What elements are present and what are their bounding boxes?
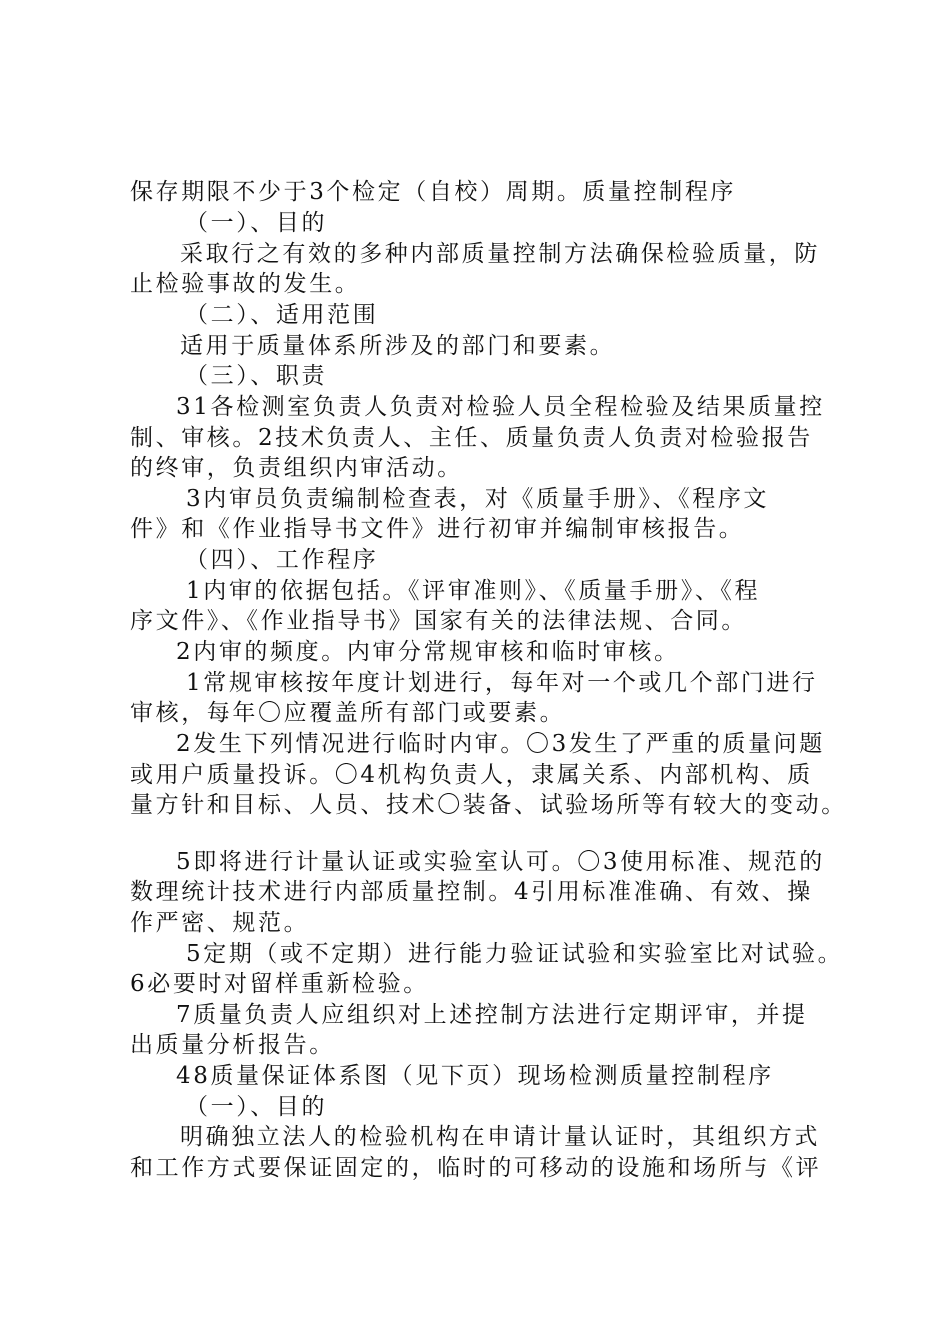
text-line: 明确独立法人的检验机构在申请计量认证时，其组织方式 (180, 1124, 820, 1150)
section-heading: （一）、目的 (185, 210, 328, 236)
text-line: 5即将进行计量认证或实验室认可。〇3使用标准、规范的 (176, 849, 825, 875)
text-line: 的终审，负责组织内审活动。 (130, 455, 463, 481)
text-line: 审核，每年〇应覆盖所有部门或要素。 (130, 700, 566, 726)
text-line: 7质量负责人应组织对上述控制方法进行定期评审，并提 (176, 1002, 808, 1028)
text-line: 止检验事故的发生。 (130, 271, 361, 297)
text-line: 48质量保证体系图（见下页）现场检测质量控制程序 (176, 1063, 774, 1089)
text-line: 量方针和目标、人员、技术〇装备、试验场所等有较大的变动。 (130, 792, 847, 818)
text-line: 1常规审核按年度计划进行，每年对一个或几个部门进行 (186, 670, 818, 696)
section-heading: （二）、适用范围 (185, 302, 379, 328)
text-line: 采取行之有效的多种内部质量控制方法确保检验质量，防 (180, 241, 820, 267)
text-line: 适用于质量体系所涉及的部门和要素。 (180, 333, 616, 359)
text-line: 3内审员负责编制检查表，对《质量手册》、《程序文 (186, 486, 770, 512)
text-line: 5定期（或不定期）进行能力验证试验和实验室比对试验。 (186, 941, 844, 967)
text-line: 制、审核。2技术负责人、主任、质量负责人负责对检验报告 (130, 425, 813, 451)
section-heading: （四）、工作程序 (185, 547, 379, 573)
text-line: 序文件》、《作业指导书》国家有关的法律法规、合同。 (130, 608, 747, 634)
text-line: 保存期限不少于3个检定（自校）周期。质量控制程序 (130, 179, 737, 205)
text-line: 2内审的频度。内审分常规审核和临时审核。 (176, 639, 680, 665)
text-line: 31各检测室负责人负责对检验人员全程检验及结果质量控 (176, 394, 825, 420)
text-line: 出质量分析报告。 (130, 1032, 335, 1058)
text-line: 作严密、规范。 (130, 910, 310, 936)
text-line: 6必要时对留样重新检验。 (130, 971, 429, 997)
text-line: 或用户质量投诉。〇4机构负责人，隶属关系、内部机构、质 (130, 762, 813, 788)
text-line: 2发生下列情况进行临时内审。〇3发生了严重的质量问题 (176, 731, 825, 757)
text-line: 数理统计技术进行内部质量控制。4引用标准准确、有效、操 (130, 879, 813, 905)
section-heading: （三）、职责 (185, 363, 328, 389)
text-line: 1内审的依据包括。《评审准则》、《质量手册》、《程 (186, 578, 761, 604)
text-line: 件》和《作业指导书文件》进行初审并编制审核报告。 (130, 516, 745, 542)
text-line: 和工作方式要保证固定的，临时的可移动的设施和场所与《评 (130, 1155, 822, 1181)
section-heading: （一）、目的 (185, 1094, 328, 1120)
